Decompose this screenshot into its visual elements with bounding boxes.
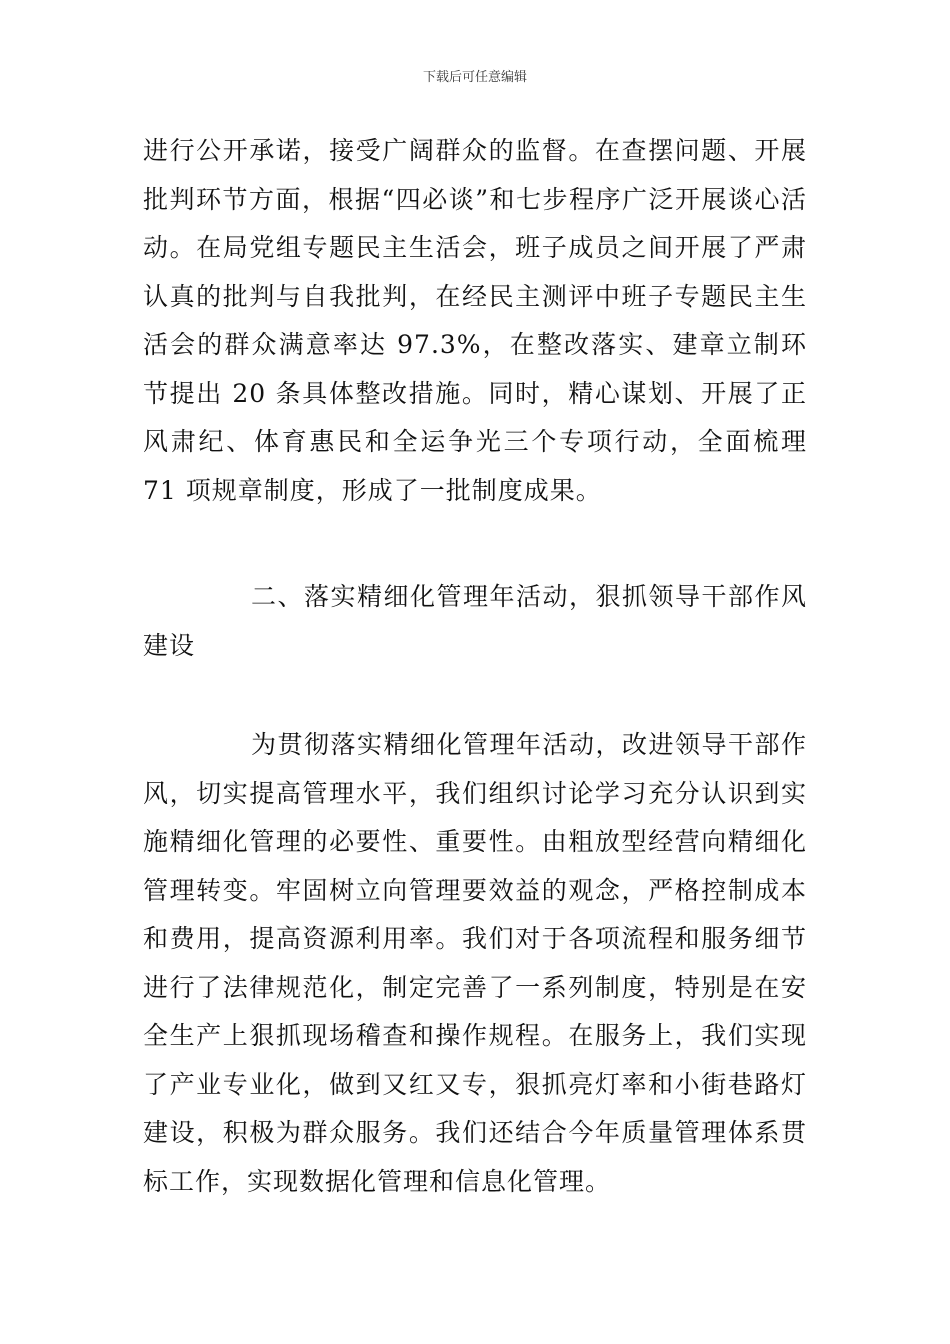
section-heading: 二、落实精细化管理年活动，狠抓领导干部作风建设	[143, 582, 807, 660]
paragraph-body: 为贯彻落实精细化管理年活动，改进领导干部作风，切实提高管理水平，我们组织讨论学习充分认识到实施精细化管理的必要性、重要性。由粗放型经营向精细化管理转变。牢固树立向管理要效益的观念，严格控制成本和费用，提高资源利用率。我们对于各项流程和服务细节进行了法律规范化，制定完善了一系列制度，特别是在安全生产上狠抓现场稽查和操作规程。在服务上，我们实现了产业专业化，做到又红又专，狠抓亮灯率和小街巷路灯建设，积极为群众服务。我们还结合今年质量管理体系贯标工作，实现数据化管理和信息化管理。	[143, 730, 807, 1196]
paragraph-continuation: 进行公开承诺，接受广阔群众的监督。在查摆问题、开展批判环节方面，根据“四必谈”和七步程序广泛开展谈心活动。在局党组专题民主生活会，班子成员之间开展了严肃认真的批判与自我批判，在经民主测评中班子专题民主生活会的群众满意率达 97.3%，在整改落实、建章立制环节提出 20 条具体整改措施。同时，精心谋划、开展了正风肃纪、体育惠民和全运争光三个专项行动，全面梳理 71 项规章制度，形成了一批制度成果。	[143, 136, 807, 505]
page-header: 下载后可任意编辑	[422, 70, 527, 85]
